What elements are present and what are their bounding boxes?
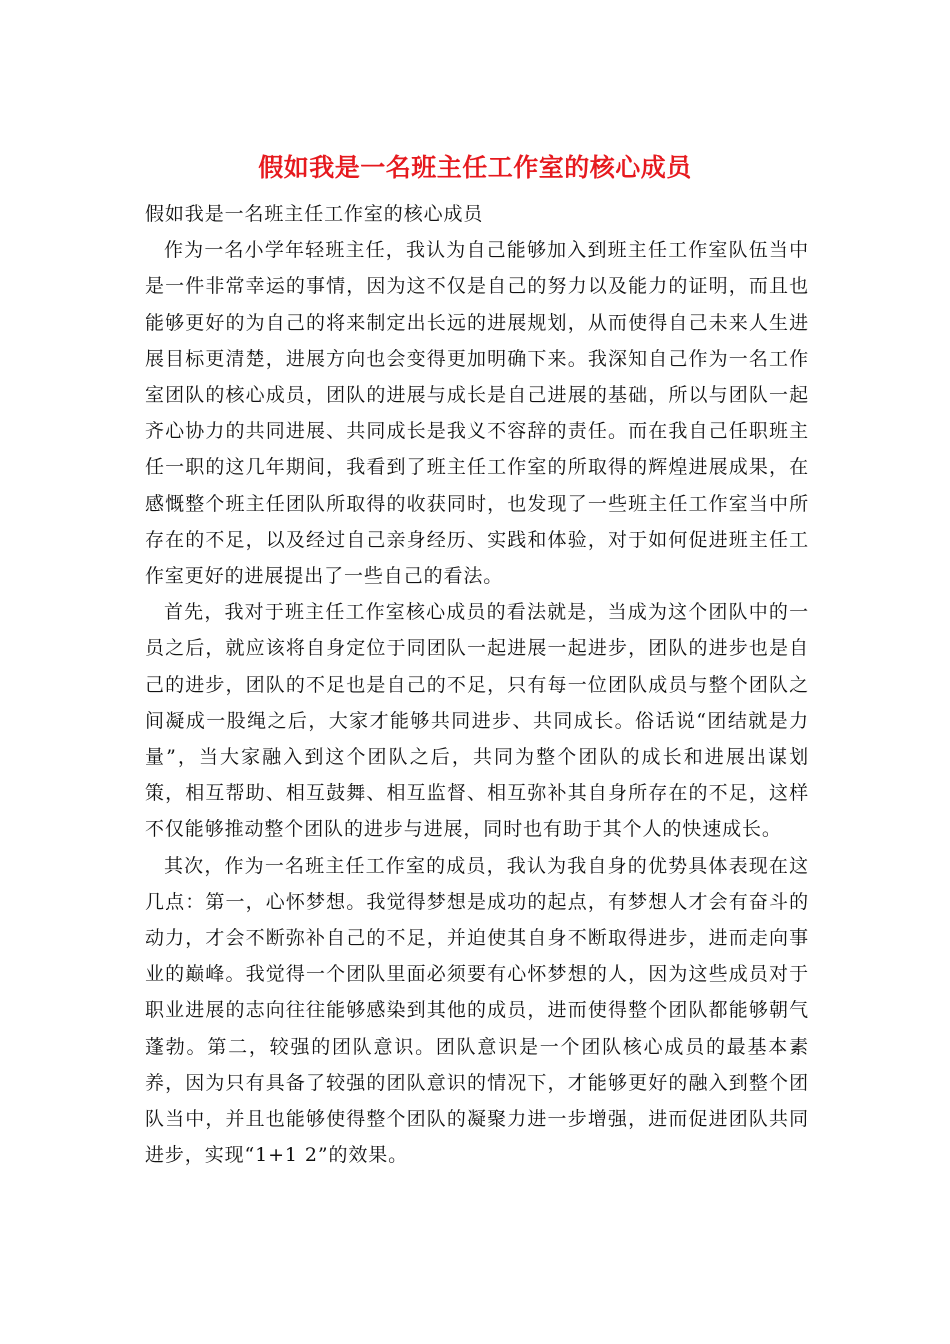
document-body — [145, 196, 809, 1173]
paragraph-1: 作为一名小学年轻班主任，我认为自己能够加入到班主任工作室队伍当中是一件非常幸运的事情，因为这不仅是自己的努力以及能力的证明，而且也能够更好的为自己的将来制定出长远的进展规划，从而使得自己未来人生进展目标更清楚，进展方向也会变得更加明确下来。我深知自己作为一名工作室团队的核心成员，团队的进展与成长是自己进展的基础，所以与团队一起齐心协力的共同进展、共同成长是我义不容辞的责任。而在我自己任职班主任一职的这几年期间，我看到了班主任工作室的所取得的辉煌进展成果，在感慨整个班主任团队所取得的收获同时，也发现了一些班主任工作室当中所存在的不足，以及经过自己亲身经历、实践和体验，对于如何促进班主任工作室更好的进展提出了一些自己的看法。 — [145, 239, 809, 588]
document-title: 假如我是一名班主任工作室的核心成员 — [258, 153, 692, 182]
document-subtitle: 假如我是一名班主任工作室的核心成员 — [145, 203, 484, 225]
paragraph-2: 首先，我对于班主任工作室核心成员的看法就是，当成为这个团队中的一员之后，就应该将自身定位于同团队一起进展一起进步，团队的进步也是自己的进步，团队的不足也是自己的不足，只有每一位团队成员与整个团队之间凝成一股绳之后，大家才能够共同进步、共同成长。俗话说“团结就是力量”，当大家融入到这个团队之后，共同为整个团队的成长和进展出谋划策，相互帮助、相互鼓舞、相互监督、相互弥补其自身所存在的不足，这样不仅能够推动整个团队的进步与进展，同时也有助于其个人的快速成长。 — [145, 601, 809, 841]
paragraph-3: 其次，作为一名班主任工作室的成员，我认为我自身的优势具体表现在这几点：第一，心怀梦想。我觉得梦想是成功的起点，有梦想人才会有奋斗的动力，才会不断弥补自己的不足，并迫使其自身不断取得进步，进而走向事业的巅峰。我觉得一个团队里面必须要有心怀梦想的人，因为这些成员对于职业进展的志向往往能够感染到其他的成员，进而使得整个团队都能够朝气蓬勃。第二，较强的团队意识。团队意识是一个团队核心成员的最基本素养，因为只有具备了较强的团队意识的情况下，才能够更好的融入到整个团队当中，并且也能够使得整个团队的凝聚力进一步增强，进而促进团队共同进步，实现“1+1 2”的效果。 — [145, 854, 809, 1167]
